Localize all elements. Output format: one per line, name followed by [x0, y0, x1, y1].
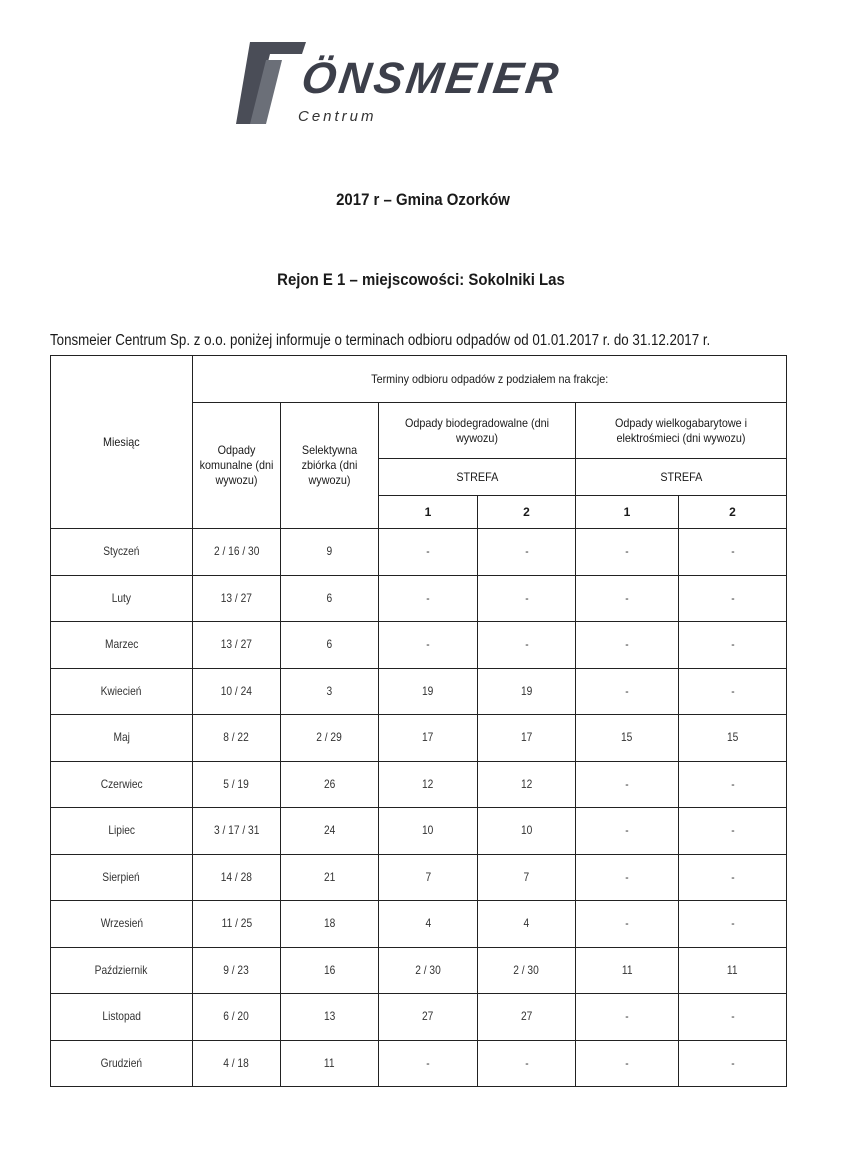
- cell-text: 2 / 30: [513, 962, 540, 977]
- cell-bio2: [478, 715, 576, 762]
- cell-sel: [281, 854, 379, 901]
- cell-sel: [281, 622, 379, 669]
- cell-bio1: [379, 854, 478, 901]
- cell-month: [51, 808, 193, 855]
- cell-month: [51, 715, 193, 762]
- wielko-zone-2: 2: [679, 496, 787, 529]
- cell-text: -: [625, 683, 629, 698]
- cell-sel: [281, 1040, 379, 1087]
- col-selektywna: Selektywna zbiórka (dni wywozu): [281, 403, 379, 529]
- cell-text: Marzec: [104, 637, 139, 652]
- cell-text: -: [730, 1055, 735, 1070]
- cell-text: -: [625, 637, 629, 652]
- cell-wg1: [576, 715, 679, 762]
- cell-text: 4: [523, 916, 530, 931]
- cell-bio2: [478, 622, 576, 669]
- cell-month: [51, 575, 193, 622]
- cell-month: [51, 1040, 193, 1087]
- cell-text: 26: [323, 776, 336, 791]
- cell-bio2: [478, 808, 576, 855]
- cell-text: -: [426, 544, 430, 559]
- cell-bio1: [379, 761, 478, 808]
- cell-text: -: [426, 590, 430, 605]
- logo-subtitle: Centrum: [298, 108, 377, 125]
- cell-sel: [281, 808, 379, 855]
- table-row: [51, 901, 787, 948]
- cell-bio2: [478, 1040, 576, 1087]
- cell-text: -: [625, 869, 629, 884]
- bio-strefa: STREFA: [379, 459, 576, 496]
- cell-kom: [193, 901, 281, 948]
- cell-wg1: [576, 1040, 679, 1087]
- cell-text: -: [625, 823, 629, 838]
- cell-text: -: [524, 544, 529, 559]
- cell-kom: [193, 575, 281, 622]
- logo-name: ÖNSMEIER: [298, 54, 565, 103]
- cell-text: 2 / 30: [415, 962, 441, 977]
- cell-bio1: [379, 715, 478, 762]
- cell-text: 10 / 24: [220, 683, 253, 698]
- group-header: Terminy odbioru odpadów z podziałem na frakcje:: [193, 356, 787, 403]
- cell-text: Czerwiec: [100, 776, 143, 791]
- cell-bio1: [379, 529, 478, 576]
- cell-text: 21: [323, 869, 336, 884]
- cell-text: 9: [326, 544, 333, 559]
- cell-text: 12: [520, 776, 533, 791]
- cell-sel: [281, 947, 379, 994]
- page-title: 2017 r – Gmina Ozorków: [336, 190, 510, 209]
- cell-text: -: [730, 869, 735, 884]
- cell-sel: [281, 668, 379, 715]
- cell-sel: [281, 575, 379, 622]
- cell-bio1: [379, 668, 478, 715]
- cell-bio1: [379, 622, 478, 669]
- cell-text: -: [730, 590, 735, 605]
- cell-text: 27: [422, 1009, 434, 1024]
- cell-bio1: [379, 994, 478, 1041]
- cell-wg1: [576, 529, 679, 576]
- cell-text: 16: [323, 962, 336, 977]
- cell-wg1: [576, 994, 679, 1041]
- cell-wg2: [679, 994, 787, 1041]
- table-row: [51, 529, 787, 576]
- cell-kom: [193, 622, 281, 669]
- cell-text: 15: [726, 730, 739, 745]
- col-wielko: Odpady wielkogabarytowe i elektrośmieci (dni wywozu): [576, 403, 787, 459]
- cell-wg2: [679, 715, 787, 762]
- cell-kom: [193, 808, 281, 855]
- cell-text: 18: [323, 916, 336, 931]
- cell-sel: [281, 901, 379, 948]
- cell-text: 11 / 25: [221, 916, 252, 931]
- cell-text: 4 / 18: [223, 1055, 250, 1070]
- cell-bio2: [478, 761, 576, 808]
- cell-sel: [281, 761, 379, 808]
- cell-bio1: [379, 947, 478, 994]
- cell-wg1: [576, 668, 679, 715]
- bio-zone-2: 2: [478, 496, 576, 529]
- cell-text: Wrzesień: [100, 916, 143, 931]
- cell-text: -: [426, 1055, 430, 1070]
- cell-kom: [193, 1040, 281, 1087]
- cell-text: 4: [425, 916, 431, 931]
- cell-text: 6 / 20: [223, 1009, 250, 1024]
- cell-bio1: [379, 575, 478, 622]
- cell-wg2: [679, 901, 787, 948]
- cell-text: 7: [425, 869, 431, 884]
- cell-wg1: [576, 761, 679, 808]
- cell-text: -: [730, 637, 735, 652]
- month-header: Miesiąc: [51, 356, 193, 529]
- table-row: [51, 761, 787, 808]
- cell-text: -: [625, 544, 629, 559]
- cell-wg2: [679, 808, 787, 855]
- cell-bio1: [379, 1040, 478, 1087]
- cell-text: -: [625, 1009, 629, 1024]
- cell-text: 14 / 28: [220, 869, 253, 884]
- table-row: [51, 575, 787, 622]
- col-bio: Odpady biodegradowalne (dni wywozu): [379, 403, 576, 459]
- cell-month: [51, 994, 193, 1041]
- cell-text: 3 / 17 / 31: [213, 823, 260, 838]
- cell-text: 11: [621, 962, 633, 977]
- cell-text: 13: [323, 1009, 336, 1024]
- cell-wg1: [576, 854, 679, 901]
- cell-wg1: [576, 947, 679, 994]
- cell-text: -: [730, 683, 735, 698]
- cell-kom: [193, 854, 281, 901]
- cell-kom: [193, 529, 281, 576]
- cell-text: 12: [422, 776, 434, 791]
- cell-text: 11: [727, 962, 738, 977]
- table-row: [51, 808, 787, 855]
- cell-text: Kwiecień: [101, 683, 142, 698]
- table-row: [51, 715, 787, 762]
- wielko-strefa: STREFA: [576, 459, 787, 496]
- cell-month: [51, 761, 193, 808]
- cell-kom: [193, 994, 281, 1041]
- cell-month: [51, 947, 193, 994]
- cell-wg2: [679, 854, 787, 901]
- cell-wg2: [679, 622, 787, 669]
- company-logo: [236, 40, 596, 130]
- logo-t-mark-icon: [236, 40, 306, 130]
- cell-bio2: [478, 901, 576, 948]
- cell-month: [51, 854, 193, 901]
- cell-text: 6: [326, 637, 333, 652]
- cell-text: Styczeń: [103, 544, 140, 559]
- cell-text: 24: [323, 823, 336, 838]
- intro-text: Tonsmeier Centrum Sp. z o.o. poniżej informuje o terminach odbioru odpadów od 01.01.2017 r. do 31.12.2017 r.: [50, 332, 711, 349]
- cell-wg1: [576, 808, 679, 855]
- cell-text: 27: [520, 1009, 533, 1024]
- cell-text: -: [524, 637, 529, 652]
- cell-text: -: [524, 590, 529, 605]
- cell-text: -: [426, 637, 430, 652]
- cell-sel: [281, 715, 379, 762]
- cell-text: -: [625, 1055, 629, 1070]
- cell-text: -: [730, 776, 735, 791]
- cell-month: [51, 901, 193, 948]
- cell-text: 8 / 22: [223, 730, 250, 745]
- cell-sel: [281, 529, 379, 576]
- cell-text: 17: [422, 730, 434, 745]
- cell-text: 9 / 23: [223, 962, 250, 977]
- cell-text: Listopad: [102, 1009, 141, 1024]
- cell-text: -: [625, 916, 629, 931]
- cell-text: 5 / 19: [223, 776, 250, 791]
- cell-month: [51, 529, 193, 576]
- cell-month: [51, 668, 193, 715]
- cell-month: [51, 622, 193, 669]
- cell-text: Grudzień: [100, 1055, 143, 1070]
- table-row: [51, 668, 787, 715]
- cell-wg2: [679, 761, 787, 808]
- cell-text: Lipiec: [108, 823, 135, 838]
- cell-text: 17: [520, 730, 533, 745]
- cell-kom: [193, 668, 281, 715]
- cell-bio2: [478, 994, 576, 1041]
- table-row: [51, 994, 787, 1041]
- cell-wg2: [679, 1040, 787, 1087]
- cell-wg2: [679, 668, 787, 715]
- cell-bio2: [478, 854, 576, 901]
- cell-text: 7: [523, 869, 530, 884]
- cell-text: 2 / 16 / 30: [213, 544, 260, 559]
- cell-wg2: [679, 947, 787, 994]
- table-row: [51, 854, 787, 901]
- cell-text: 2 / 29: [316, 730, 343, 745]
- table-row: [51, 947, 787, 994]
- cell-text: 6: [326, 590, 333, 605]
- cell-bio1: [379, 901, 478, 948]
- cell-bio2: [478, 947, 576, 994]
- table-row: [51, 622, 787, 669]
- cell-text: 3: [326, 683, 333, 698]
- cell-text: Sierpień: [102, 869, 141, 884]
- cell-bio2: [478, 529, 576, 576]
- cell-bio1: [379, 808, 478, 855]
- cell-text: 19: [520, 683, 533, 698]
- cell-kom: [193, 947, 281, 994]
- cell-text: -: [625, 590, 629, 605]
- cell-text: -: [730, 823, 735, 838]
- bio-zone-1: 1: [379, 496, 478, 529]
- cell-text: 10: [520, 823, 533, 838]
- cell-wg2: [679, 529, 787, 576]
- cell-text: -: [625, 776, 629, 791]
- cell-text: -: [730, 544, 735, 559]
- cell-text: Luty: [111, 590, 132, 605]
- cell-text: Październik: [95, 962, 148, 977]
- cell-text: -: [730, 1009, 735, 1024]
- cell-text: 13 / 27: [220, 637, 253, 652]
- cell-kom: [193, 715, 281, 762]
- cell-text: 11: [324, 1055, 335, 1070]
- cell-kom: [193, 761, 281, 808]
- cell-text: 19: [422, 683, 434, 698]
- cell-text: 13 / 27: [220, 590, 253, 605]
- schedule-table: [50, 355, 787, 1087]
- wielko-zone-1: 1: [576, 496, 679, 529]
- table-row: [51, 1040, 787, 1087]
- cell-text: Maj: [113, 730, 130, 745]
- cell-text: 15: [621, 730, 633, 745]
- cell-bio2: [478, 668, 576, 715]
- region-title: Rejon E 1 – miejscowości: Sokolniki Las: [277, 270, 565, 289]
- col-komunalne: Odpady komunalne (dni wywozu): [193, 403, 281, 529]
- cell-bio2: [478, 575, 576, 622]
- cell-wg2: [679, 575, 787, 622]
- cell-wg1: [576, 622, 679, 669]
- cell-text: -: [730, 916, 735, 931]
- cell-text: 10: [422, 823, 434, 838]
- cell-wg1: [576, 575, 679, 622]
- cell-sel: [281, 994, 379, 1041]
- cell-text: -: [524, 1055, 529, 1070]
- cell-wg1: [576, 901, 679, 948]
